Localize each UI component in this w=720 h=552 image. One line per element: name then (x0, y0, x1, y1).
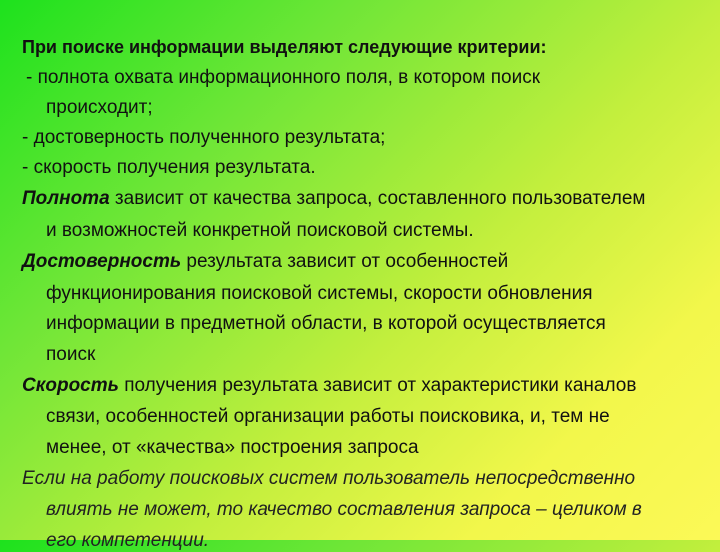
paragraph-speed (22, 375, 636, 397)
term-completeness: Полнота (22, 188, 110, 209)
paragraph-speed-line3: менее, от «качества» построения запроса (46, 437, 419, 458)
paragraph-completeness-text: зависит от качества запроса, составленного пользователем (109, 188, 646, 209)
paragraph-reliability-line3: информации в предметной области, в которой осуществляется (46, 313, 606, 334)
paragraph-speed-text: получения результата зависит от характеристики каналов (118, 375, 637, 396)
paragraph-reliability-line2: функционирования поисковой системы, скорости обновления (46, 283, 593, 304)
paragraph-reliability-text: результата зависит от особенностей (181, 251, 509, 272)
note-line3: его компетенции. (46, 530, 210, 551)
paragraph-speed-line2: связи, особенностей организации работы поисковика, и, тем не (46, 406, 610, 427)
note-line1: Если на работу поисковых систем пользователь непосредственно (22, 468, 636, 489)
note-line2: влиять не может, то качество составления запроса – целиком в (46, 499, 642, 520)
criterion-completeness-cont: происходит; (46, 97, 153, 118)
term-speed: Скорость (22, 375, 119, 396)
criterion-speed: - скорость получения результата. (22, 157, 316, 178)
term-reliability: Достоверность (22, 251, 182, 272)
paragraph-completeness (22, 188, 645, 210)
paragraph-reliability-line4: поиск (46, 344, 96, 365)
criterion-completeness: - полнота охвата информационного поля, в котором поиск (26, 67, 541, 88)
paragraph-completeness-line2: и возможностей конкретной поисковой системы. (46, 220, 474, 241)
criterion-reliability: - достоверность полученного результата; (22, 127, 386, 148)
slide-heading: При поиске информации выделяют следующие критерии: (22, 37, 547, 57)
paragraph-reliability (22, 251, 508, 273)
